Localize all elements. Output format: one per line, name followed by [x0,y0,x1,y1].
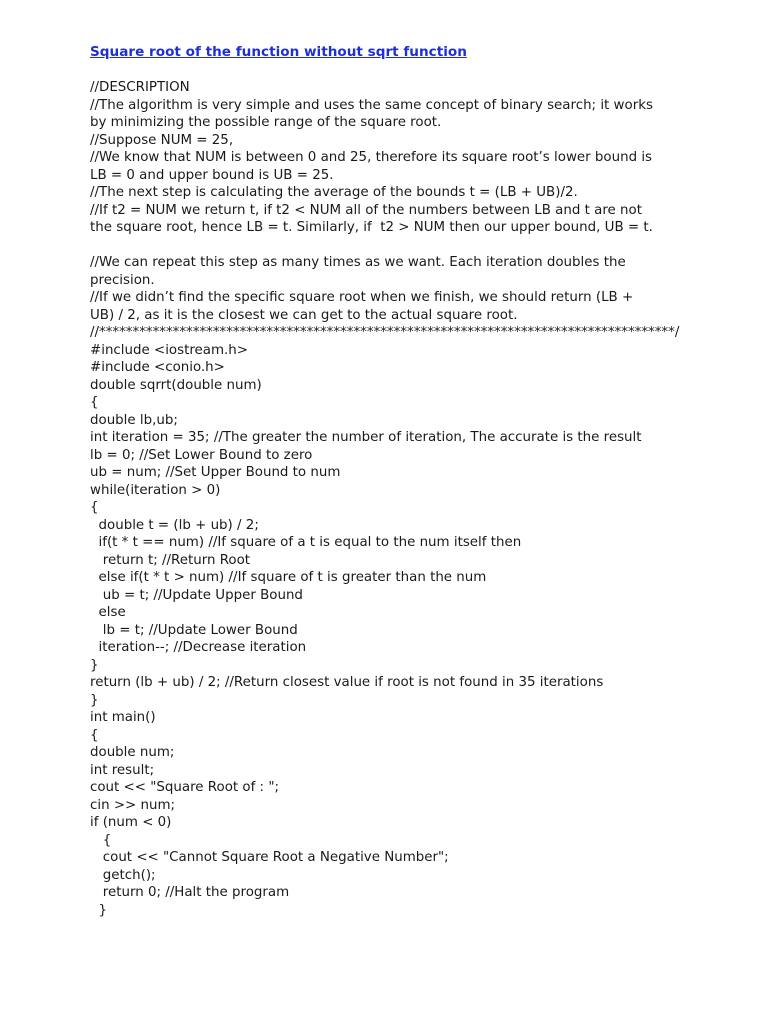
code-line: getch(); [90,867,156,883]
description-block [90,79,690,237]
code-line: } [90,692,99,708]
code-line: iteration--; //Decrease iteration [90,640,307,655]
description-line: by minimizing the possible range of the square root. [90,115,442,130]
description-line: //We know that NUM is between 0 and 25, therefore its square root’s lower bound is [90,150,653,165]
code-line: { [90,395,99,410]
code-line: double num; [90,745,175,760]
description-line: //DESCRIPTION [90,80,190,95]
code-line: cout << "Square Root of : "; [90,780,279,795]
code-line: lb = 0; //Set Lower Bound to zero [90,447,313,463]
code-line: if(t * t == num) //If square of a t is equal to the num itself then [90,535,522,550]
code-line: return 0; //Halt the program [90,885,290,900]
separator-line: //**************************************************************************************/ [90,325,680,340]
code-line: } [90,902,108,918]
code-line: lb = t; //Update Lower Bound [90,622,298,638]
code-line: double lb,ub; [90,412,178,428]
code-line: int main() [90,710,156,725]
document-page [90,44,690,919]
code-line: int result; [90,762,155,778]
code-block [90,342,690,920]
code-line: cin >> num; [90,797,176,813]
code-line: double t = (lb + ub) / 2; [90,517,259,533]
code-line: #include <conio.h> [90,360,225,375]
blank-line [90,237,690,255]
code-line: return (lb + ub) / 2; //Return closest value if root is not found in 35 iterations [90,675,604,690]
description-line: //If t2 = NUM we return t, if t2 < NUM all of the numbers between LB and t are not [90,202,642,218]
code-line: else if(t * t > num) //If square of t is greater than the num [90,570,487,585]
description-line: precision. [90,272,155,288]
description-line: //The next step is calculating the average of the bounds t = (LB + UB)/2. [90,185,578,200]
code-line: else [90,605,126,620]
code-line: ub = t; //Update Upper Bound [90,587,303,603]
code-line: cout << "Cannot Square Root a Negative Number"; [90,850,449,865]
code-line: int iteration = 35; //The greater the number of iteration, The accurate is the result [90,430,642,445]
description-line: the square root, hence LB = t. Similarly, if t2 > NUM then our upper bound, UB = t. [90,220,653,235]
document-title-link[interactable]: Square root of the function without sqrt function [90,44,467,60]
code-line: { [90,500,99,515]
description-line: LB = 0 and upper bound is UB = 25. [90,167,334,183]
code-line: #include <iostream.h> [90,342,249,358]
description-line: //If we didn’t find the specific square root when we finish, we should return (LB + [90,290,634,305]
description-line: UB) / 2, as it is the closest we can get to the actual square root. [90,307,518,323]
description-block-2 [90,254,690,342]
description-line: //The algorithm is very simple and uses the same concept of binary search; it works [90,97,653,113]
code-line: ub = num; //Set Upper Bound to num [90,465,341,480]
description-line: //Suppose NUM = 25, [90,132,234,148]
description-line: //We can repeat this step as many times as we want. Each iteration doubles the [90,255,626,270]
code-line: double sqrrt(double num) [90,377,262,393]
code-line: { [90,727,99,743]
code-line: while(iteration > 0) [90,482,221,498]
code-line: if (num < 0) [90,815,172,830]
code-line: return t; //Return Root [90,552,251,568]
code-line: { [90,832,112,848]
code-line: } [90,657,99,673]
